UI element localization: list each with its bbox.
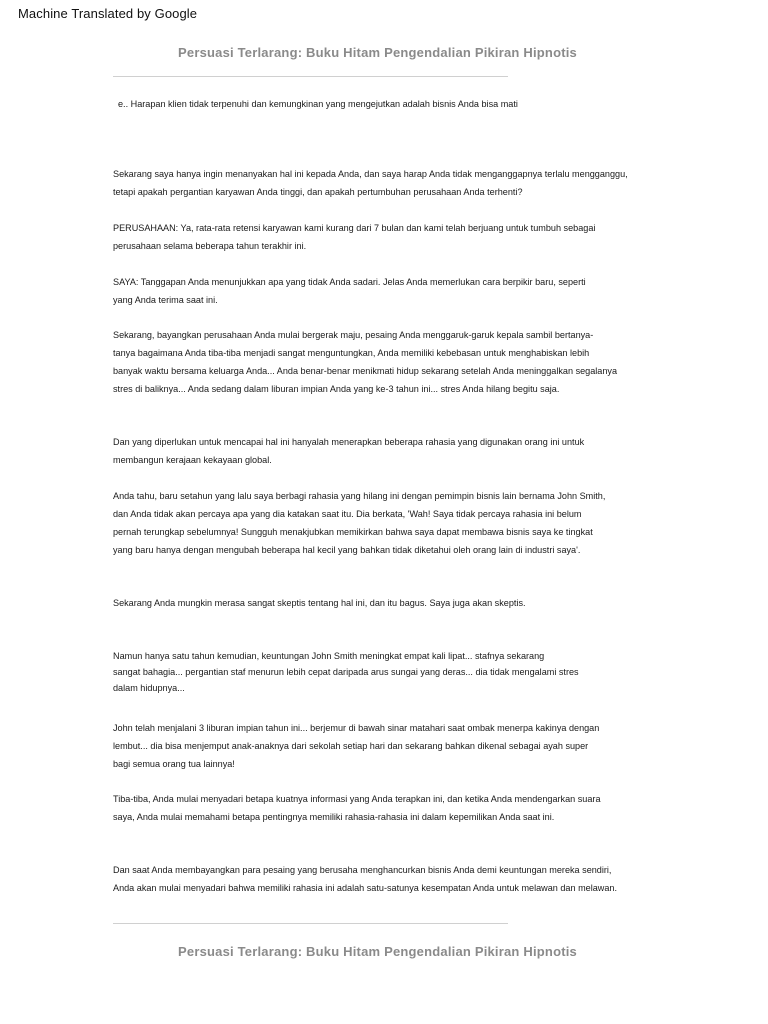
text-line: stres di baliknya... Anda sedang dalam liburan impian Anda yang ke-3 tahun ini... stres Anda hilang begitu saja. [113, 384, 560, 394]
text-line: PERUSAHAAN: Ya, rata-rata retensi karyawan kami kurang dari 7 bulan dan kami telah berjuang untuk tumbuh sebagai [113, 223, 596, 233]
paragraph [113, 433, 653, 469]
text-line: Sekarang, bayangkan perusahaan Anda mulai bergerak maju, pesaing Anda menggaruk-garuk kepala sambil bertanya- [113, 330, 594, 340]
paragraph [113, 648, 653, 696]
text-line: SAYA: Tanggapan Anda menunjukkan apa yang tidak Anda sadari. Jelas Anda memerlukan cara berpikir baru, seperti [113, 277, 586, 287]
text-line: lembut... dia bisa menjemput anak-anaknya dari sekolah setiap hari dan sekarang bahkan dikenal sebagai ayah super [113, 741, 589, 751]
text-line: banyak waktu bersama keluarga Anda... Anda benar-benar menikmati hidup sekarang setelah Anda meninggalkan segalanya [113, 366, 618, 376]
text-line: yang Anda terima saat ini. [113, 295, 218, 305]
machine-translation-banner: Machine Translated by Google [18, 6, 198, 21]
paragraph [113, 790, 653, 826]
text-line: Tiba-tiba, Anda mulai menyadari betapa kuatnya informasi yang Anda terapkan ini, dan ketika Anda mendengarkan suara [113, 794, 601, 804]
text-line: Dan yang diperlukan untuk mencapai hal ini hanyalah menerapkan beberapa rahasia yang digunakan orang ini untuk [113, 437, 585, 447]
paragraph [113, 719, 653, 773]
text-line: e.. Harapan klien tidak terpenuhi dan kemungkinan yang mengejutkan adalah bisnis Anda bisa mati [118, 99, 518, 109]
text-line: Namun hanya satu tahun kemudian, keuntungan John Smith meningkat empat kali lipat... stafnya sekarang [113, 651, 545, 661]
page-header-title: Persuasi Terlarang: Buku Hitam Pengendalian Pikiran Hipnotis [178, 45, 577, 60]
text-line: Anda tahu, baru setahun yang lalu saya berbagi rahasia yang hilang ini dengan pemimpin bisnis lain bernama John Smith, [113, 491, 606, 501]
page-footer-title: Persuasi Terlarang: Buku Hitam Pengendalian Pikiran Hipnotis [178, 944, 577, 959]
paragraph [113, 165, 653, 201]
paragraph [118, 95, 658, 113]
text-line: John telah menjalani 3 liburan impian tahun ini... berjemur di bawah sinar matahari saat ombak menerpa kakinya dengan [113, 723, 600, 733]
text-line: dan Anda tidak akan percaya apa yang dia katakan saat itu. Dia berkata, 'Wah! Saya tidak percaya rahasia ini belum [113, 509, 582, 519]
text-line: pernah terungkap sebelumnya! Sungguh menakjubkan memikirkan bahwa saya dapat membawa bisnis saya ke tingkat [113, 527, 593, 537]
text-line: sangat bahagia... pergantian staf menurun lebih cepat daripada arus sungai yang deras... dia tidak mengalami stres [113, 667, 579, 677]
text-line: Sekarang Anda mungkin merasa sangat skeptis tentang hal ini, dan itu bagus. Saya juga akan skeptis. [113, 598, 526, 608]
paragraph [113, 487, 653, 559]
footer-divider [113, 923, 508, 924]
text-line: bagi semua orang tua lainnya! [113, 759, 235, 769]
text-line: saya, Anda mulai memahami betapa pentingnya memiliki rahasia-rahasia ini dalam kepemilikan Anda saat ini. [113, 812, 555, 822]
paragraph [113, 326, 653, 398]
text-line: tanya bagaimana Anda tiba-tiba menjadi sangat menguntungkan, Anda memiliki kebebasan untuk menghabiskan lebih [113, 348, 590, 358]
text-line: tetapi apakah pergantian karyawan Anda tinggi, dan apakah pertumbuhan perusahaan Anda terhenti? [113, 187, 523, 197]
text-line: dalam hidupnya... [113, 683, 185, 693]
text-line: perusahaan selama beberapa tahun terakhir ini. [113, 241, 307, 251]
paragraph [113, 861, 653, 897]
text-line: yang baru hanya dengan mengubah beberapa hal kecil yang bahkan tidak diketahui oleh orang lain di industri saya'. [113, 545, 581, 555]
text-line: Dan saat Anda membayangkan para pesaing yang berusaha menghancurkan bisnis Anda demi keuntungan mereka sendiri, [113, 865, 612, 875]
text-line: Anda akan mulai menyadari bahwa memiliki rahasia ini adalah satu-satunya kesempatan Anda untuk melawan dan melawan. [113, 883, 617, 893]
paragraph [113, 219, 653, 255]
paragraph [113, 594, 653, 612]
header-divider [113, 76, 508, 77]
text-line: membangun kerajaan kekayaan global. [113, 455, 272, 465]
text-line: Sekarang saya hanya ingin menanyakan hal ini kepada Anda, dan saya harap Anda tidak menganggapnya terlalu mengganggu, [113, 169, 628, 179]
paragraph [113, 273, 653, 309]
